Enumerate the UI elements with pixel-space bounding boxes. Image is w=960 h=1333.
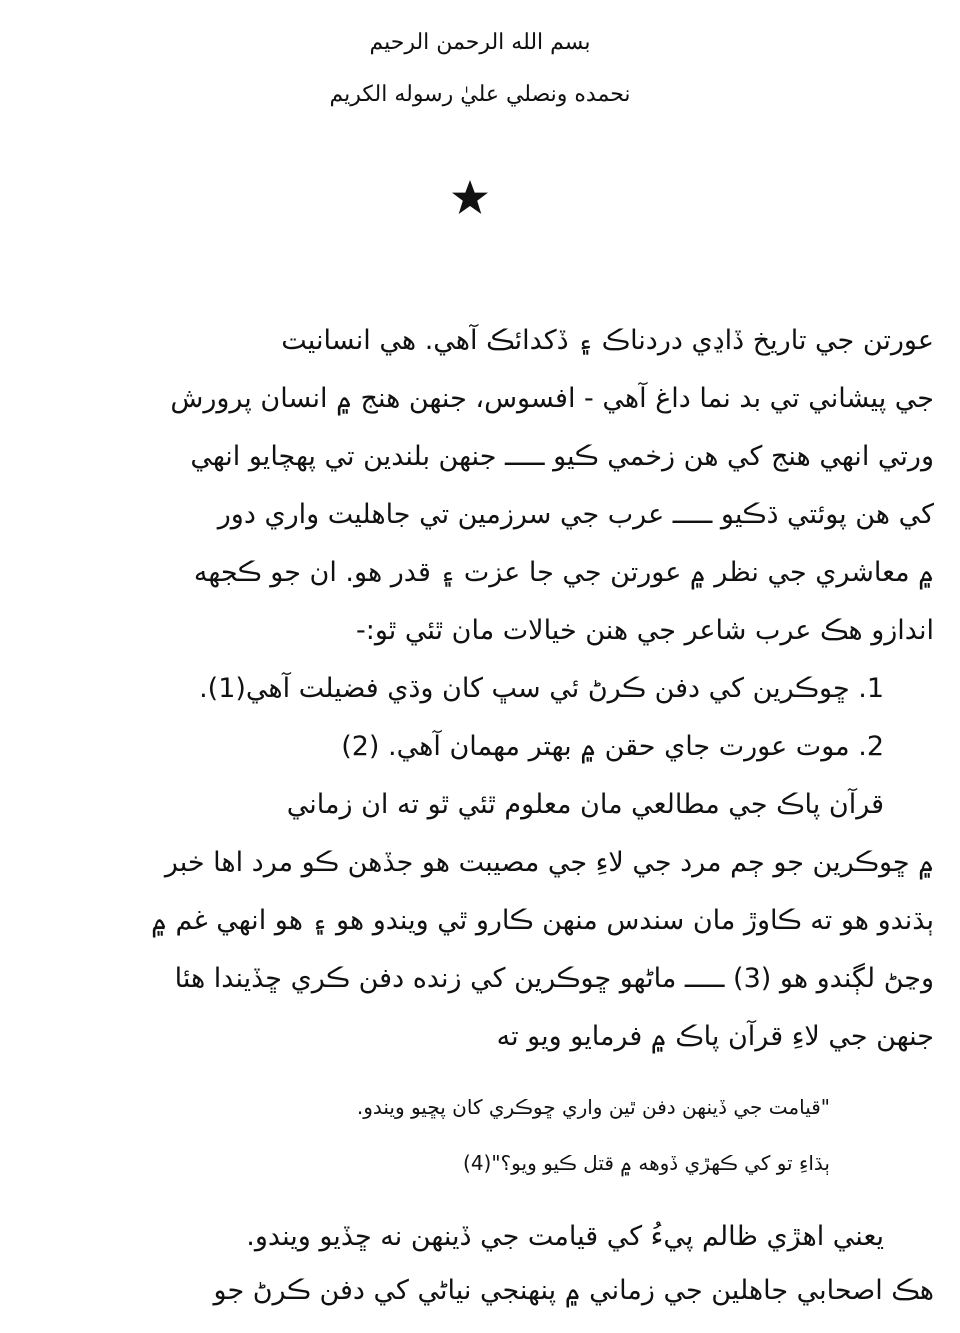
quote-line-2: ٻڌاءِ تو کي ڪهڙي ڏوهه ۾ قتل ڪيو ويو؟"(4) bbox=[463, 1151, 830, 1175]
bismillah-heading: بسم الله الرحمن الرحيم bbox=[369, 30, 591, 55]
body-line-1: عورتن جي تاريخ ڏاڍي دردناڪ ۽ ڏکدائڪ آهي. هي انسانيت bbox=[281, 325, 934, 356]
star-icon-shape bbox=[450, 178, 490, 218]
numbered-item-1: 1. ڇوڪرين کي دفن ڪرڻ ئي سڀ کان وڌي فضيلت آهي(1). bbox=[199, 673, 884, 704]
body-line-11: ٻڌندو هو ته ڪاوڙ مان سندس منهن ڪارو ٿي ويندو هو ۽ هو انهي غم ۾ bbox=[151, 905, 934, 936]
body-line-9: قرآن پاڪ جي مطالعي مان معلوم ٿئي ٿو ته ان زماني bbox=[286, 789, 884, 820]
quote-line-1: "قيامت جي ڏينهن دفن ٿين واري ڇوڪري کان پڇيو ويندو. bbox=[356, 1095, 830, 1119]
star-icon bbox=[450, 178, 490, 218]
body-line-2: جي پيشاني تي بد نما داغ آهي - افسوس، جنهن هنج ۾ انسان پرورش bbox=[170, 383, 934, 414]
body-line-6: اندازو هڪ عرب شاعر جي هنن خيالات مان ٿئي ٿو:- bbox=[356, 615, 934, 646]
body-line-15: هڪ اصحابي جاهلين جي زماني ۾ پنهنجي نياڻي کي دفن ڪرڻ جو bbox=[213, 1275, 934, 1306]
body-line-4: کي هن پوئتي ڌڪيو ـــــ عرب جي سرزمين تي جاهليت واري دور bbox=[217, 499, 934, 530]
salutation-heading: نحمده ونصلي عليٰ رسوله الكريم bbox=[329, 82, 631, 107]
body-line-5: ۾ معاشري جي نظر ۾ عورتن جي جا عزت ۽ قدر هو. ان جو ڪجهه bbox=[193, 557, 934, 588]
body-line-10: ۾ ڇوڪرين جو ڄم مرد جي لاءِ جي مصيبت هو جڏهن ڪو مرد اها خبر bbox=[164, 847, 934, 878]
numbered-item-2: 2. موت عورت جاي حقن ۾ بهتر مهمان آهي. (2) bbox=[341, 731, 884, 762]
body-line-12: وڃڻ لڳندو هو (3) ـــــ ماڻهو ڇوڪرين کي زنده دفن ڪري ڇڏيندا هئا bbox=[174, 963, 934, 994]
body-line-3: ورتي انهي هنج کي هن زخمي ڪيو ـــــ جنهن بلندين تي پهچايو انهي bbox=[190, 441, 934, 472]
body-line-14: يعني اهڙي ظالم پيءُ کي قيامت جي ڏينهن نه ڇڏيو ويندو. bbox=[246, 1221, 884, 1252]
body-line-13: جنهن جي لاءِ قرآن پاڪ ۾ فرمايو ويو ته bbox=[496, 1021, 934, 1052]
